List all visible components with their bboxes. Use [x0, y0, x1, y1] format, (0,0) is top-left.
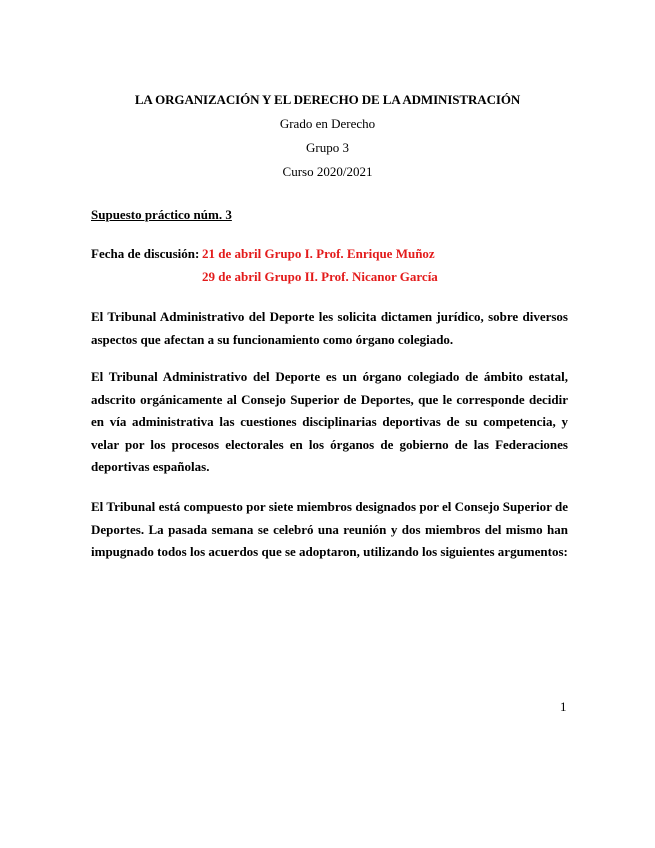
group-line: Grupo 3: [306, 140, 349, 155]
page-number: 1: [560, 699, 567, 714]
paragraph-tribunal-composition: El Tribunal está compuesto por siete miembros designados por el Consejo Superior de Deportes. La pasada semana se celebró una reunión y dos miembros del mismo han impugnado todos los acuerdos que se adoptaron, utilizando los siguientes argumentos:: [91, 499, 568, 559]
paragraph-intro: El Tribunal Administrativo del Deporte les solicita dictamen jurídico, sobre diversos aspectos que afectan a su funcionamiento como órgano colegiado.: [91, 309, 568, 347]
exercise-heading: Supuesto práctico núm. 3: [91, 207, 232, 222]
course-line: Curso 2020/2021: [282, 164, 373, 179]
discussion-date-label: Fecha de discusión:: [91, 246, 200, 261]
document-title: LA ORGANIZACIÓN Y EL DERECHO DE LA ADMINISTRACIÓN: [134, 92, 521, 107]
discussion-date-group1: 21 de abril Grupo I. Prof. Enrique Muñoz: [202, 246, 435, 261]
discussion-date-group2: 29 de abril Grupo II. Prof. Nicanor García: [202, 269, 438, 284]
paragraph-tribunal-description: El Tribunal Administrativo del Deporte es un órgano colegiado de ámbito estatal, adscrito orgánicamente al Consejo Superior de Deportes, que le corresponde decidir en vía administrativa las cuestiones disciplinarias deportivas de su competencia, y velar por los procesos electorales en los órganos de gobierno de las Federaciones deportivas españolas.: [91, 369, 568, 474]
degree-line: Grado en Derecho: [279, 116, 376, 131]
